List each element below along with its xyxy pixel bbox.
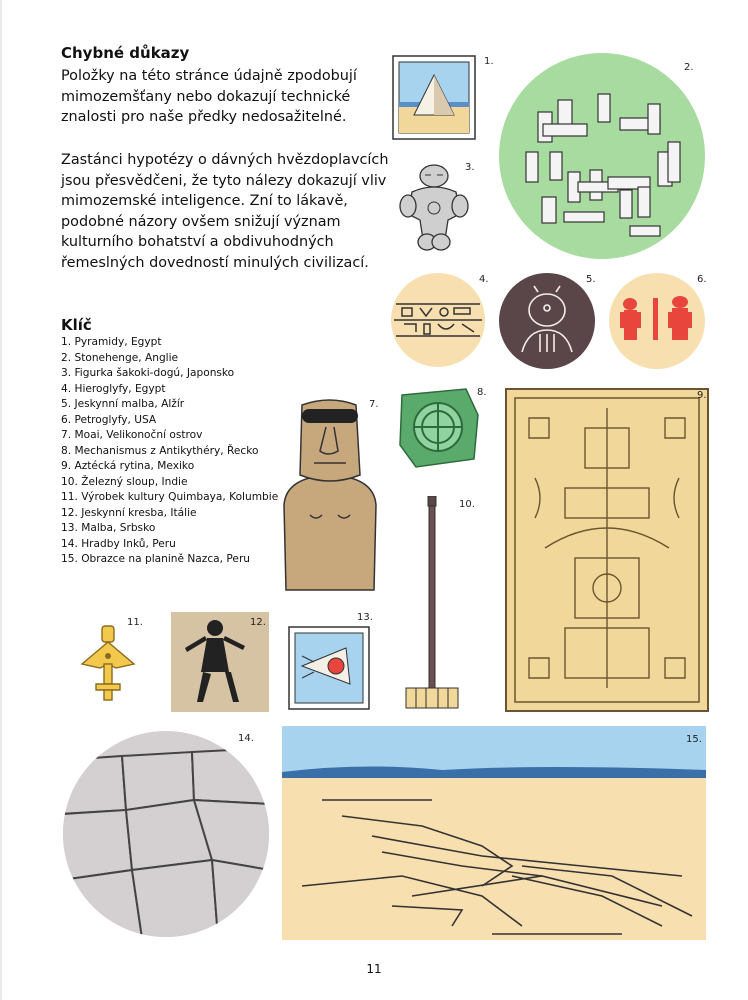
label-6: 6. <box>697 274 707 285</box>
label-3: 3. <box>465 162 475 173</box>
label-1: 1. <box>484 56 494 67</box>
label-15: 15. <box>686 734 702 745</box>
key-item: 4. Hieroglyfy, Egypt <box>61 382 166 395</box>
label-4: 4. <box>479 274 489 285</box>
page-number: 11 <box>366 962 382 976</box>
label-12: 12. <box>250 617 266 628</box>
key-item: 10. Železný sloup, Indie <box>61 475 188 488</box>
petroglyphs-illustration <box>608 272 706 370</box>
stonehenge-illustration <box>498 52 706 260</box>
key-item: 5. Jeskynní malba, Alžír <box>61 398 185 410</box>
cave-painting-algeria-illustration <box>498 272 596 370</box>
key-list <box>61 335 278 568</box>
key-title: Klíč <box>61 316 92 334</box>
key-item: 6. Petroglyfy, USA <box>61 413 157 426</box>
key-item: 3. Figurka šakoki-dogú, Japonsko <box>61 367 235 379</box>
page-edge <box>0 0 2 1000</box>
key-item: 14. Hradby Inků, Peru <box>61 537 176 550</box>
intro-paragraph: Položky na této stránce údajně zpodobují mimozemšťany nebo dokazují technické znalosti pro naše předky nedosažitelné. <box>61 68 357 126</box>
quimbaya-artifact-illustration <box>76 624 140 702</box>
antikythera-mechanism-illustration <box>396 385 482 471</box>
label-8: 8. <box>477 387 487 398</box>
key-item: 12. Jeskynní kresba, Itálie <box>61 506 197 519</box>
hypothesis-paragraph: Zastánci hypotézy o dávných hvězdoplavcích jsou přesvědčeni, že tyto nálezy dokazují vliv mimozemské inteligence. Zní to lákavě, podobné názory ovšem snižují význam kulturního bohatství a obdivuhodných řemeslných dovedností minulých civilizací. <box>61 152 389 271</box>
label-14: 14. <box>238 733 254 744</box>
key-item: 1. Pyramidy, Egypt <box>61 336 162 348</box>
dogu-figurine-illustration <box>398 162 470 254</box>
inca-walls-illustration <box>62 730 270 938</box>
key-item: 8. Mechanismus z Antikythéry, Řecko <box>61 444 259 457</box>
label-10: 10. <box>459 499 475 510</box>
nazca-lines-illustration <box>282 726 706 940</box>
label-9: 9. <box>697 390 707 401</box>
key-item: 2. Stonehenge, Anglie <box>61 351 179 364</box>
key-item: 15. Obrazce na planině Nazca, Peru <box>61 553 251 565</box>
key-item: 9. Aztécká rytina, Mexiko <box>61 460 195 472</box>
label-2: 2. <box>684 62 694 73</box>
aztec-carving-illustration <box>505 388 709 712</box>
moai-illustration <box>280 395 380 592</box>
hieroglyphs-illustration <box>390 272 486 368</box>
iron-pillar-illustration <box>402 496 462 711</box>
key-item: 7. Moai, Velikonoční ostrov <box>61 429 203 441</box>
key-item: 13. Malba, Srbsko <box>61 522 156 534</box>
label-5: 5. <box>586 274 596 285</box>
label-13: 13. <box>357 612 373 623</box>
label-11: 11. <box>127 617 143 628</box>
painting-serbia-illustration <box>288 626 370 710</box>
pyramid-illustration <box>392 55 476 140</box>
key-item: 11. Výrobek kultury Quimbaya, Kolumbie <box>61 491 279 503</box>
page-title: Chybné důkazy <box>61 44 190 62</box>
label-7: 7. <box>369 399 379 410</box>
